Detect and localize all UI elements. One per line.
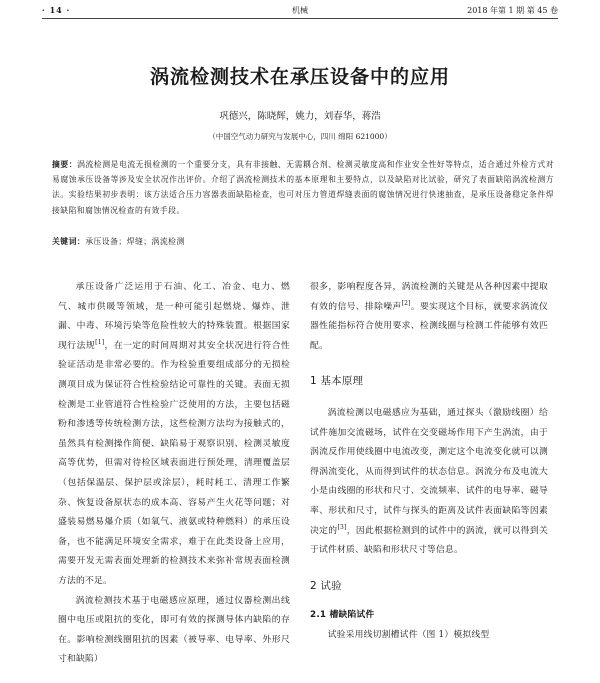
paragraph: 涡流检测以电磁感应为基础，通过探头（激励线圈）给试件施加交流磁场，试件在交变磁场作用下产生涡流，由于涡流反作用使线圈中电流改变，测定这个电流变化就可以测得涡流变化，从而得到试件的状态信息。涡流分布及电流大小是由线圈的形状和尺寸、交流频率、试件的电导率、磁导率、形状和尺寸，试件与探头的距离及试件表面缺陷等因素决定的[3]，因此根据检测到的试件中的涡流，就可以得到关于试件材质、缺陷和形状尺寸等信息。 <box>310 407 548 556</box>
running-header <box>42 4 558 19</box>
keywords-label: 关键词： <box>52 237 86 246</box>
keywords <box>52 236 554 247</box>
keywords-text: 承压设备；焊缝；涡流检测 <box>85 237 185 246</box>
abstract-label: 摘要： <box>52 160 78 169</box>
citation: [1] <box>95 338 105 346</box>
article-title: 涡流检测技术在承压设备中的应用 <box>149 66 450 88</box>
paragraph: 涡流检测技术基于电磁感应原理，通过仪器检测出线圈中电压或阻抗的变化，即可有效的探测导体内缺陷的存在。影响检测线圈阻抗的因素（被导率、电导率、外形尺寸和缺陷） <box>58 595 290 665</box>
page-number: · 14 · <box>42 5 71 15</box>
paragraph: 承压设备广泛运用于石油、化工、冶金、电力、燃气、城市供暖等领域，是一种可能引起燃烧、爆炸、泄漏、中毒、环境污染等危险性较大的特殊装置。根据国家现行法规[1]，在一定的时间周期对其安全状况进行符合性验证活动是非常必要的。作为检验重要组成部分的无损检测项目成为保证符合性检验结论可靠性的关键。表面无损检测是工业管道符合性检验广泛使用的方法，主要包括磁粉和渗透等传统检测方法，这些检测方法均为接触式的，虽然具有检测操作简便、缺陷易于观察识别、检测灵敏度高等优势，但需对待检区域表面进行预处理，清理覆盖层（包括保温层、保护层或涂层），耗时耗工、清理工作繁杂、恢复设备原状态的成本高、容易产生火花等问题；对盛装易燃易爆介质（如氧气、液氨或特种燃料）的承压设备，也不能满足环境安全需求，难于在此类设备上应用，需要开发无需表面处理新的检测技术来弥补常规表面检测方法的不足。 <box>58 282 290 586</box>
authors: 巩德兴，陈晓辉，姚力，刘春华，蒋浩 <box>219 111 381 122</box>
affiliation: （中国空气动力研究与发展中心，四川 绵阳 621000） <box>208 132 392 141</box>
issue-info: 2018 年第 1 期 第 45 卷 <box>467 6 558 15</box>
left-column <box>58 278 290 670</box>
abstract-text: 涡流检测是电流无损检测的一个重要分支，具有非接触、无需耦合剂、检测灵敏度高和作业安全性好等特点，适合通过外检方式对易腐蚀承压设备等涉及安全状况作出评价。介绍了涡流检测技术的基本原理和主要特点，以及缺陷对比试验，研究了表面缺陷涡流检测方法。实验结果初步表明：该方法适合压力容器表面缺陷检查，也可对压力管道焊缝表面的腐蚀情况进行快速抽查，是承压设备稳定条件焊接缺陷和腐蚀情况检查的有效手段。 <box>52 160 554 215</box>
paragraph: 试验采用线切割槽试件（图 1）模拟线型 <box>327 629 490 640</box>
citation: [2] <box>401 299 411 307</box>
abstract <box>52 157 554 218</box>
subsection-heading: 2.1 槽缺陷试件 <box>310 610 375 621</box>
section-heading: 1 基本原理 <box>310 375 364 388</box>
journal-name: 机械 <box>292 6 308 15</box>
citation: [3] <box>337 523 347 531</box>
right-column <box>310 278 548 646</box>
section-heading: 2 试验 <box>310 579 342 592</box>
paragraph: 很多，影响程度各异，涡流检测的关键是从各种因素中提取有效的信号、排除噪声[2]。要实现这个目标，就要求涡流仪器性能指标符合使用要求、检测线圈与检测工件能够有效匹配。 <box>310 282 548 351</box>
